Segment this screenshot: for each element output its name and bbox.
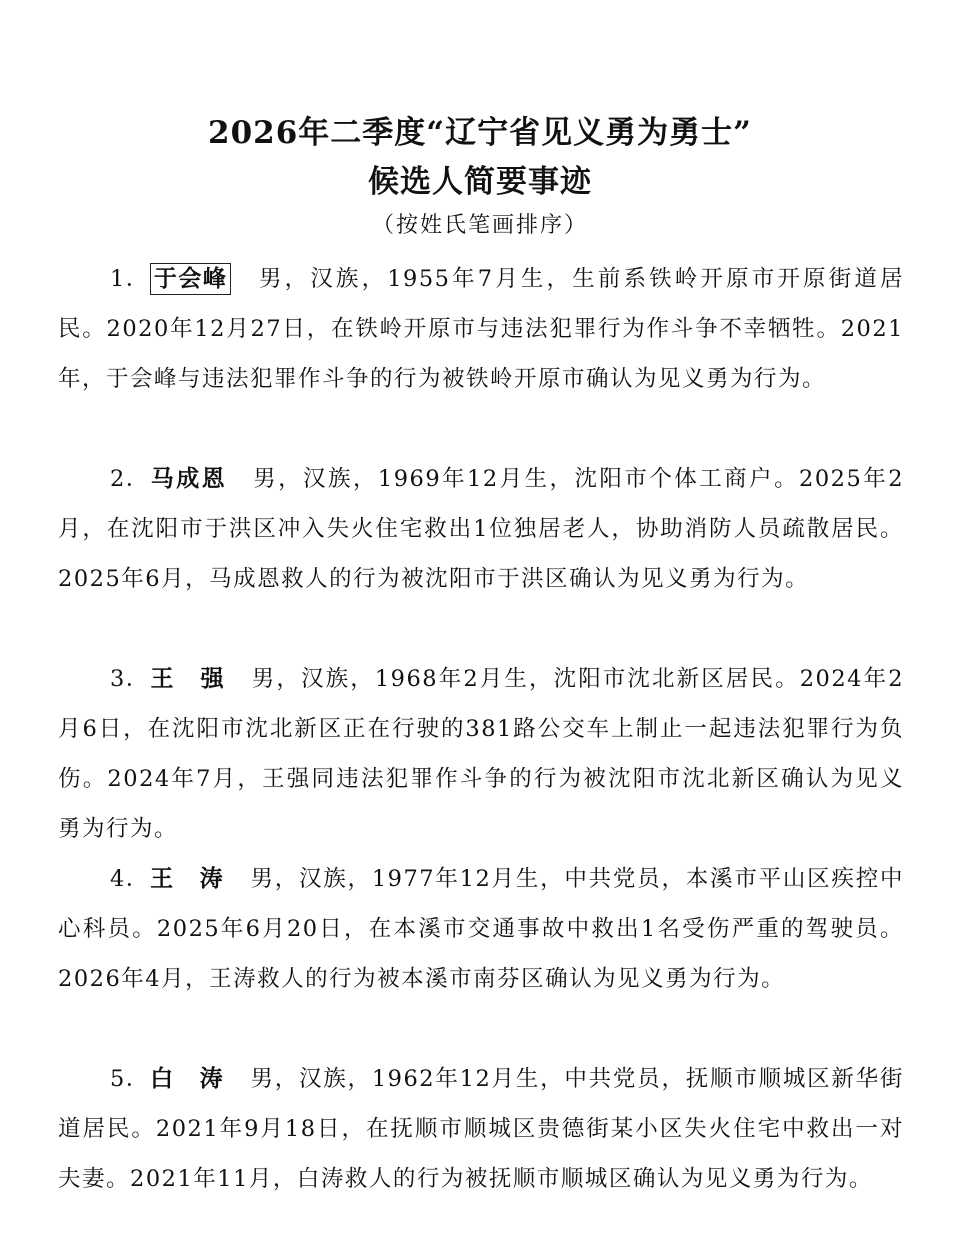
entry-number: 5． — [110, 1066, 150, 1092]
entry-number: 2． — [110, 466, 150, 492]
entry-number: 1． — [110, 266, 150, 292]
candidate-entry — [58, 1054, 904, 1204]
entry-number: 4． — [110, 866, 150, 892]
entry-text: 男，汉族，1968年2月生，沈阳市沈北新区居民。2024年2月6日，在沈阳市沈北新区正在行驶的381路公交车上制止一起违法犯罪行为负伤。2024年7月，王强同违法犯罪作斗争的行为被沈阳市沈北新区确认为见义勇为行为。 — [58, 666, 905, 842]
entry-number: 3． — [110, 666, 150, 692]
candidate-name: 于会峰 — [150, 263, 232, 295]
candidate-entry — [58, 854, 904, 1004]
candidate-entry — [58, 254, 904, 404]
entry-text: 男，汉族，1969年12月生，沈阳市个体工商户。2025年2月，在沈阳市于洪区冲入失火住宅救出1位独居老人，协助消防人员疏散居民。2025年6月，马成恩救人的行为被沈阳市于洪区确认为见义勇为行为。 — [58, 466, 905, 592]
entry-text: 男，汉族，1977年12月生，中共党员，本溪市平山区疾控中心科员。2025年6月20日，在本溪市交通事故中救出1名受伤严重的驾驶员。2026年4月，王涛救人的行为被本溪市南芬区确认为见义勇为行为。 — [58, 866, 904, 992]
document-subtitle: （按姓氏笔画排序） — [371, 213, 588, 238]
entry-text: 男，汉族，1955年7月生，生前系铁岭开原市开原街道居民。2020年12月27日，在铁岭开原市与违法犯罪行为作斗争不幸牺牲。2021年，于会峰与违法犯罪作斗争的行为被铁岭开原市确认为见义勇为行为。 — [58, 266, 904, 392]
entry-text: 男，汉族，1962年12月生，中共党员，抚顺市顺城区新华街道居民。2021年9月18日，在抚顺市顺城区贵德街某小区失火住宅中救出一对夫妻。2021年11月，白涛救人的行为被抚顺市顺城区确认为见义勇为行为。 — [58, 1066, 904, 1192]
candidate-name: 马成恩 — [149, 466, 228, 492]
candidate-name: 白 涛 — [149, 1066, 225, 1092]
candidate-entry — [58, 454, 904, 604]
candidate-name: 王 强 — [149, 666, 226, 692]
document-title-line1: 2026年二季度“辽宁省见义勇为勇士” — [208, 115, 752, 151]
candidate-name: 王 涛 — [149, 866, 225, 892]
document-title-line2: 候选人简要事迹 — [368, 164, 592, 200]
candidate-entry — [58, 654, 904, 854]
